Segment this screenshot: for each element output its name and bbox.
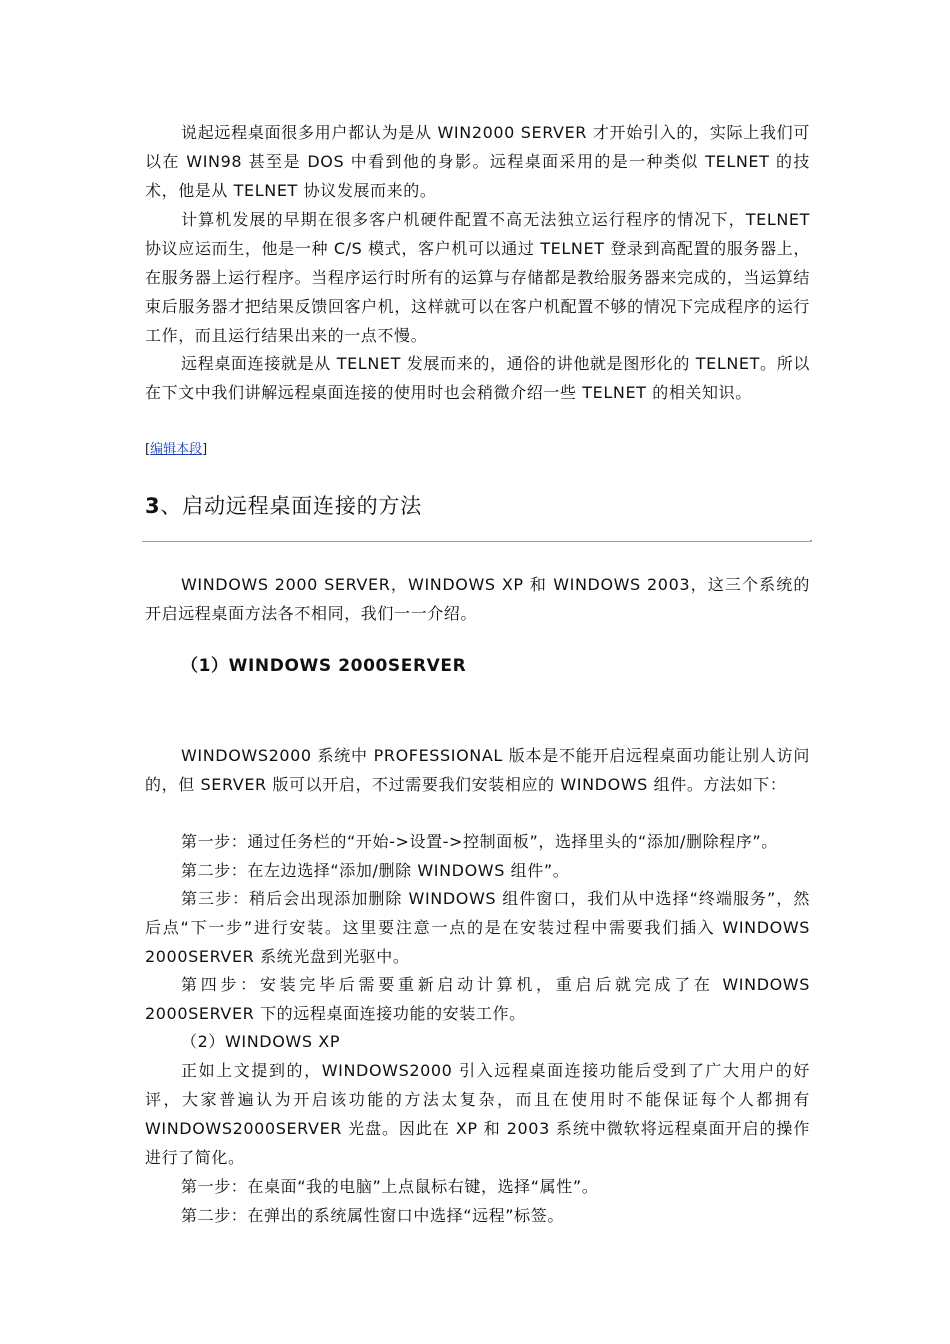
win2000-heading: （1）WINDOWS 2000SERVER bbox=[181, 656, 467, 676]
intro-paragraph-1: 说起远程桌面很多用户都认为是从 WIN2000 SERVER 才开始引入的，实际上我们可以在 WIN98 甚至是 DOS 中看到他的身影。远程桌面采用的是一种类似 TELNET 的技术，他是从 TELNET 协议发展而来的。 bbox=[145, 123, 810, 200]
edit-section-link[interactable]: 编辑本段 bbox=[150, 442, 203, 457]
intro-paragraph-3: 远程桌面连接就是从 TELNET 发展而来的，通俗的讲他就是图形化的 TELNET。所以在下文中我们讲解远程桌面连接的使用时也会稍微介绍一些 TELNET 的相关知识。 bbox=[145, 354, 810, 402]
section-number: 3 bbox=[145, 494, 161, 518]
winxp-heading: （2）WINDOWS XP bbox=[181, 1032, 341, 1051]
win2000-step-2: 第二步：在左边选择“添加/删除 WINDOWS 组件”。 bbox=[181, 861, 570, 880]
section-title-text: 、启动远程桌面连接的方法 bbox=[160, 494, 423, 518]
winxp-step-1: 第一步：在桌面“我的电脑”上点鼠标右键，选择“属性”。 bbox=[181, 1177, 599, 1196]
section-divider bbox=[142, 541, 810, 542]
winxp-paragraph: 正如上文提到的，WINDOWS2000 引入远程桌面连接功能后受到了广大用户的好评，大家普遍认为开启该功能的方法太复杂，而且在使用时不能保证每个人都拥有 WINDOWS2000SERVER 光盘。因此在 XP 和 2003 系统中微软将远程桌面开启的操作进行了简化。 bbox=[145, 1061, 810, 1167]
win2000-step-1: 第一步：通过任务栏的“开始->设置->控制面板”，选择里头的“添加/删除程序”。 bbox=[181, 832, 778, 851]
win2000-paragraph: WINDOWS2000 系统中 PROFESSIONAL 版本是不能开启远程桌面功能让别人访问的，但 SERVER 版可以开启，不过需要我们安装相应的 WINDOWS 组件。方法如下： bbox=[145, 746, 810, 794]
section-heading bbox=[145, 490, 422, 522]
bracket-close: ] bbox=[202, 442, 208, 457]
edit-section-link-wrapper bbox=[145, 440, 207, 460]
intro-paragraph-2: 计算机发展的早期在很多客户机硬件配置不高无法独立运行程序的情况下，TELNET 协议应运而生，他是一种 C/S 模式，客户机可以通过 TELNET 登录到高配置的服务器上，在服务器上运行程序。当程序运行时所有的运算与存储都是教给服务器来完成的，当运算结束后服务器才把结果反馈回客户机，这样就可以在客户机配置不够的情况下完成程序的运行工作，而且运行结果出来的一点不慢。 bbox=[145, 210, 810, 345]
win2000-step-4: 第四步：安装完毕后需要重新启动计算机，重启后就完成了在 WINDOWS 2000SERVER 下的远程桌面连接功能的安装工作。 bbox=[145, 975, 810, 1023]
winxp-step-2: 第二步：在弹出的系统属性窗口中选择“远程”标签。 bbox=[181, 1206, 564, 1225]
bracket-open: [ bbox=[145, 442, 151, 457]
section-intro-paragraph: WINDOWS 2000 SERVER，WINDOWS XP 和 WINDOWS 2003，这三个系统的开启远程桌面方法各不相同，我们一一介绍。 bbox=[145, 575, 810, 623]
win2000-step-3: 第三步：稍后会出现添加删除 WINDOWS 组件窗口，我们从中选择“终端服务”，然后点“下一步”进行安装。这里要注意一点的是在安装过程中需要我们插入 WINDOWS 2000SERVER 系统光盘到光驱中。 bbox=[145, 889, 810, 966]
